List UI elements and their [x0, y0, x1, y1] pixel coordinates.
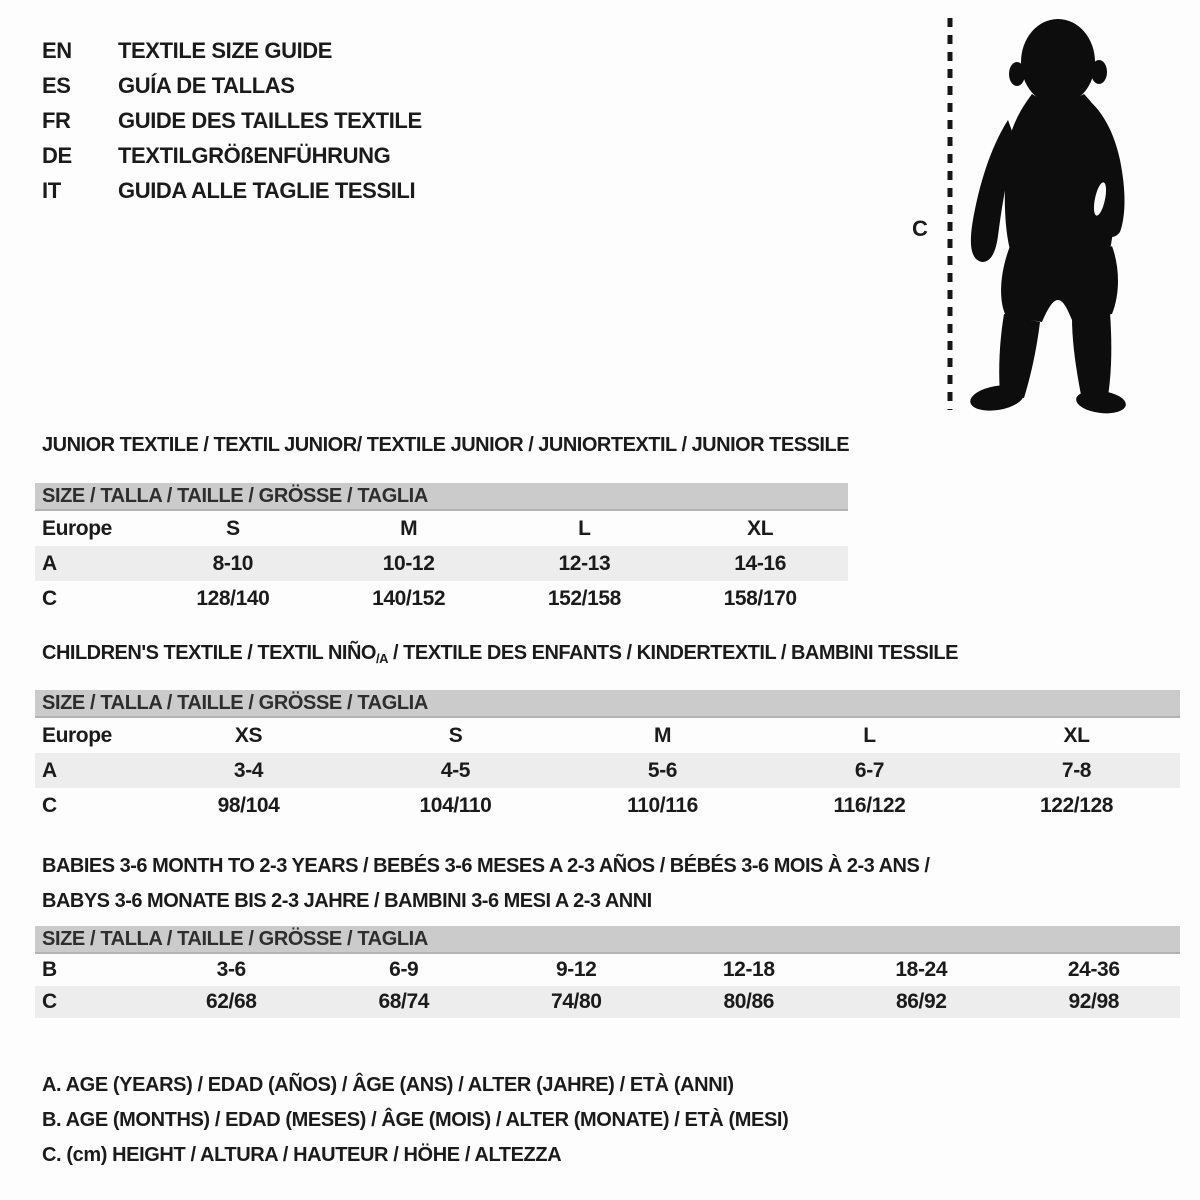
lang-row-en: [42, 33, 422, 68]
row-label-cell: B: [42, 958, 57, 981]
table-row-sizes: [35, 511, 848, 546]
table-row-age: [35, 753, 1180, 788]
size-cell: XS: [234, 723, 263, 747]
lang-code: IT: [42, 177, 61, 203]
value-cell: 12-13: [558, 551, 611, 575]
value-cell: 158/170: [723, 586, 797, 610]
value-cell: 128/140: [196, 586, 270, 610]
value-cell: 68/74: [378, 990, 430, 1013]
row-label-cell: Europe: [42, 516, 112, 540]
value-cell: 14-16: [734, 551, 786, 575]
table-row-height: [35, 581, 848, 616]
size-cell: S: [448, 723, 463, 747]
babies-title-line1: BABIES 3-6 MONTH TO 2-3 YEARS / BEBÉS 3-6 MESES A 2-3 AÑOS / BÉBÉS 3-6 MOIS À 2-3 ANS /: [42, 855, 930, 877]
lang-code: DE: [42, 142, 72, 168]
row-label-cell: Europe: [42, 723, 112, 747]
row-label-cell: C: [42, 793, 57, 817]
size-cell: L: [578, 516, 591, 540]
table-row-height: [35, 788, 1180, 823]
value-cell: 6-9: [389, 958, 419, 981]
babies-size-table: [35, 926, 1180, 1018]
size-header-bar: [35, 690, 1180, 718]
toddler-silhouette-icon: [900, 10, 1155, 414]
size-cell: XL: [747, 516, 774, 540]
children-section-title: [42, 642, 958, 666]
value-cell: 116/122: [833, 793, 906, 817]
lang-label: TEXTILGRÖßENFÜHRUNG: [118, 142, 391, 168]
value-cell: 80/86: [723, 990, 775, 1013]
table-row-age: [35, 546, 848, 581]
junior-size-table: [35, 483, 848, 616]
babies-title-line2: BABYS 3-6 MONATE BIS 2-3 JAHRE / BAMBINI 3-6 MESI A 2-3 ANNI: [42, 890, 652, 912]
value-cell: 140/152: [372, 586, 446, 610]
size-cell: M: [400, 516, 418, 540]
legend-line-b: B. AGE (MONTHS) / EDAD (MESES) / ÂGE (MOIS) / ALTER (MONATE) / ETÀ (MESI): [42, 1109, 789, 1131]
height-figure: [900, 10, 1155, 414]
value-cell: 152/158: [547, 586, 621, 610]
value-cell: 10-12: [382, 551, 435, 575]
lang-label: GUIDA ALLE TAGLIE TESSILI: [118, 177, 416, 203]
babies-section-title: [42, 849, 929, 919]
value-cell: 4-5: [440, 758, 471, 782]
value-cell: 7-8: [1061, 758, 1092, 782]
lang-row-it: [42, 173, 422, 208]
size-header-bar: [35, 483, 848, 511]
row-label-cell: A: [42, 758, 57, 782]
value-cell: 122/128: [1039, 793, 1114, 817]
children-title-post: / TEXTILE DES ENFANTS / KINDERTEXTIL / BAMBINI TESSILE: [387, 642, 958, 664]
size-header-label: SIZE / TALLA / TAILLE / GRÖSSE / TAGLIA: [42, 484, 428, 507]
size-header-bar: [35, 926, 1180, 954]
size-header-label: SIZE / TALLA / TAILLE / GRÖSSE / TAGLIA: [42, 927, 428, 950]
value-cell: 62/68: [205, 990, 257, 1013]
lang-label: GUIDE DES TAILLES TEXTILE: [118, 107, 422, 133]
value-cell: 8-10: [212, 551, 254, 575]
value-cell: 5-6: [647, 758, 678, 782]
value-cell: 12-18: [722, 958, 775, 981]
value-cell: 92/98: [1068, 990, 1120, 1013]
row-label-cell: C: [42, 586, 57, 610]
junior-section-title: JUNIOR TEXTILE / TEXTIL JUNIOR/ TEXTILE JUNIOR / JUNIORTEXTIL / JUNIOR TESSILE: [42, 434, 850, 456]
lang-code: FR: [42, 107, 71, 133]
lang-code: EN: [42, 37, 72, 63]
value-cell: 24-36: [1067, 958, 1120, 981]
size-cell: S: [226, 516, 240, 540]
children-title-pre: CHILDREN'S TEXTILE / TEXTIL NIÑO: [42, 642, 376, 664]
children-size-table: [35, 690, 1180, 823]
value-cell: 3-4: [233, 758, 264, 782]
size-cell: M: [653, 723, 672, 747]
height-dimension-label: C: [912, 216, 928, 241]
row-label-cell: A: [42, 551, 57, 575]
legend-line-a: A. AGE (YEARS) / EDAD (AÑOS) / ÂGE (ANS) / ALTER (JAHRE) / ETÀ (ANNI): [42, 1074, 734, 1096]
table-row-sizes: [35, 718, 1180, 753]
value-cell: 9-12: [556, 958, 597, 981]
value-cell: 3-6: [216, 958, 246, 981]
value-cell: 98/104: [217, 793, 280, 817]
size-cell: XL: [1063, 723, 1090, 747]
value-cell: 74/80: [550, 990, 602, 1013]
table-row-height: [35, 986, 1180, 1018]
lang-code: ES: [42, 72, 71, 98]
size-header-label: SIZE / TALLA / TAILLE / GRÖSSE / TAGLIA: [42, 691, 428, 714]
legend-line-c: C. (cm) HEIGHT / ALTURA / HAUTEUR / HÖHE / ALTEZZA: [42, 1144, 562, 1166]
lang-row-es: [42, 68, 422, 103]
value-cell: 86/92: [895, 990, 947, 1013]
value-cell: 104/110: [419, 793, 492, 817]
lang-label: TEXTILE SIZE GUIDE: [118, 37, 333, 63]
value-cell: 18-24: [895, 958, 948, 981]
value-cell: 6-7: [854, 758, 885, 782]
table-row-months: [35, 954, 1180, 986]
lang-label: GUÍA DE TALLAS: [118, 72, 295, 98]
size-cell: L: [863, 723, 876, 747]
row-label-cell: C: [42, 990, 57, 1013]
lang-row-de: [42, 138, 422, 173]
children-title-subscript: /A: [375, 651, 388, 666]
lang-row-fr: [42, 103, 422, 138]
value-cell: 110/116: [627, 793, 698, 817]
legend-block: [42, 1068, 788, 1173]
language-title-block: [42, 33, 422, 208]
